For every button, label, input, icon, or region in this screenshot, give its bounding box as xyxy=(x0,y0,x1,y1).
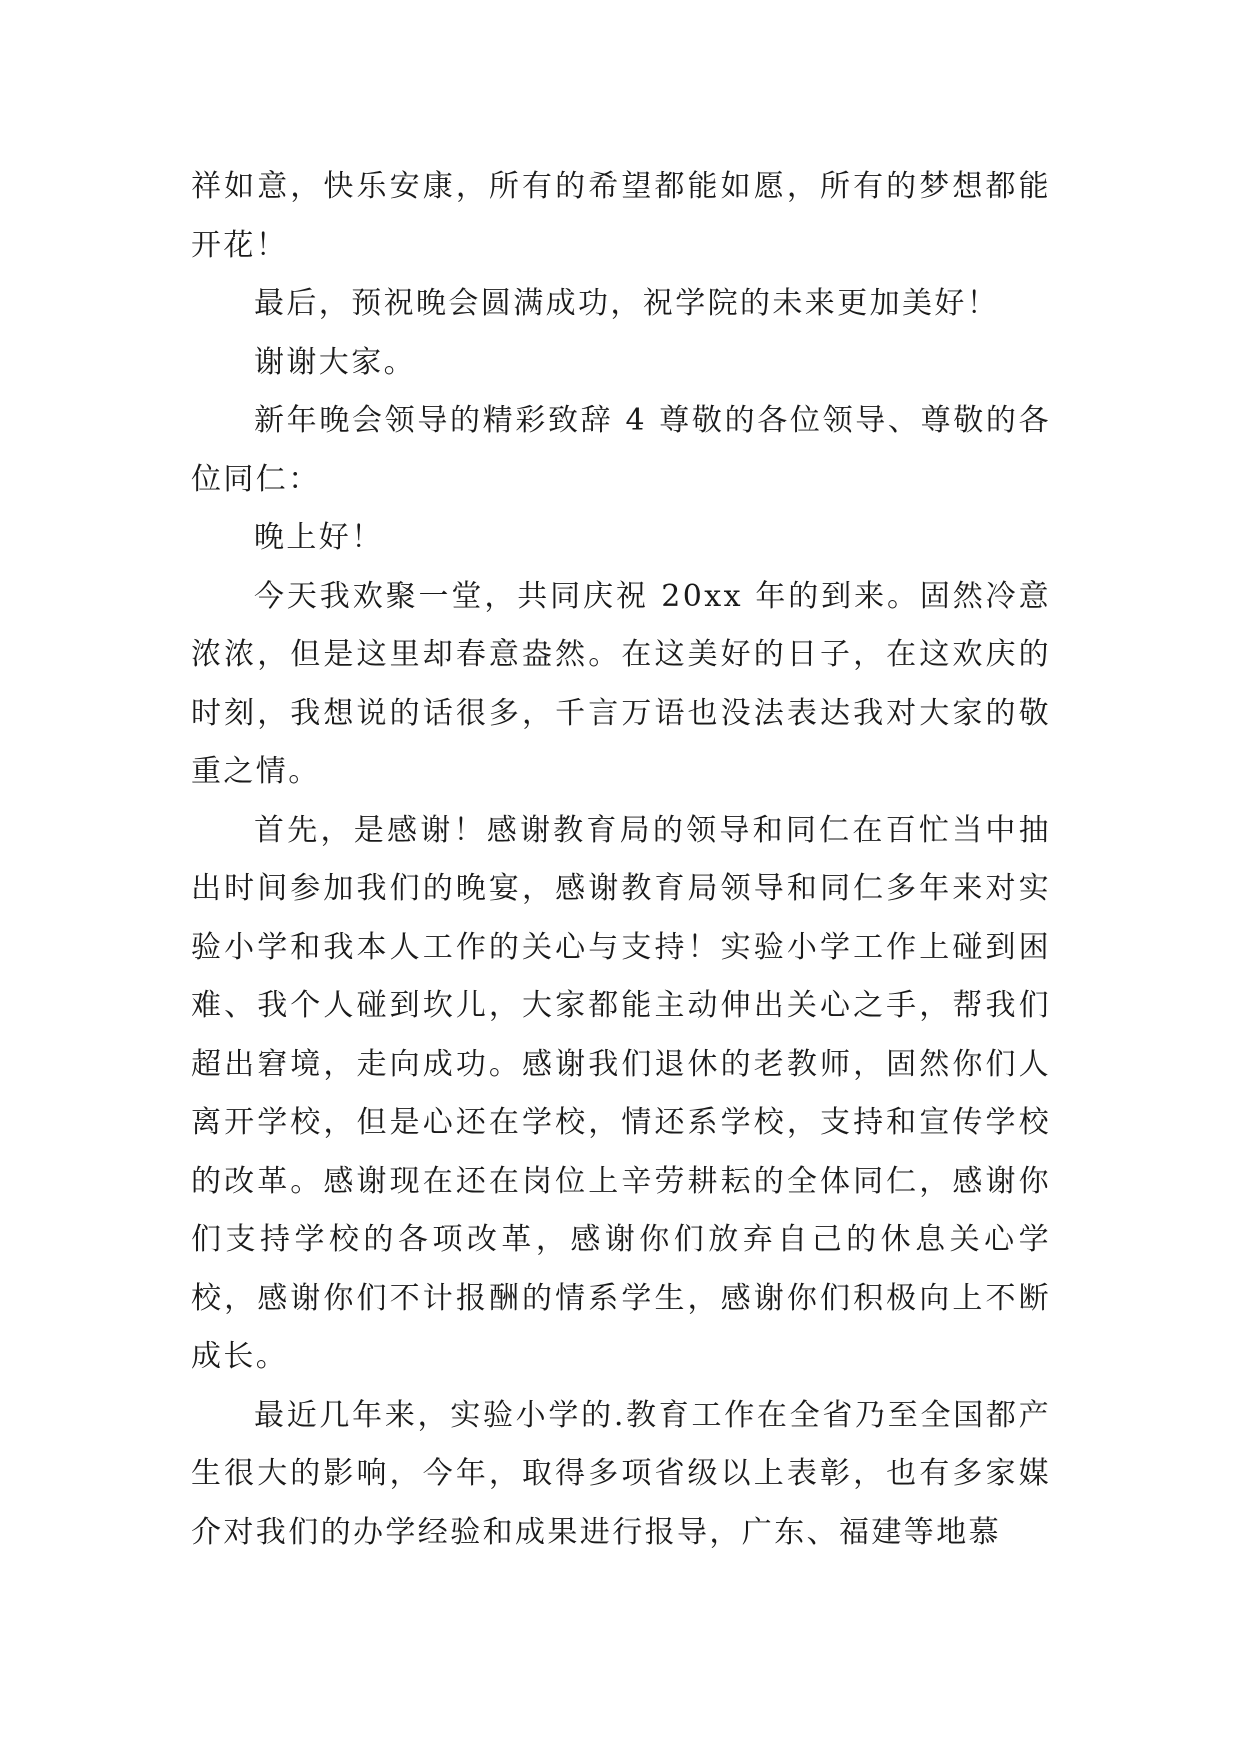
paragraph-8: 最近几年来，实验小学的.教育工作在全省乃至全国都产生很大的影响，今年，取得多项省级以上表彰，也有多家媒介对我们的办学经验和成果进行报导，广东、福建等地慕 xyxy=(191,1397,1051,1550)
paragraph-7: 首先，是感谢！感谢教育局的领导和同仁在百忙当中抽出时间参加我们的晚宴，感谢教育局领导和同仁多年来对实验小学和我本人工作的关心与支持！实验小学工作上碰到困难、我个人碰到坎儿，大家都能主动伸出关心之手，帮我们超出窘境，走向成功。感谢我们退休的老教师，固然你们人离开学校，但是心还在学校，情还系学校，支持和宣传学校的改革。感谢现在还在岗位上辛劳耕耘的全体同仁，感谢你们支持学校的各项改革，感谢你们放弃自己的休息关心学校，感谢你们不计报酬的情系学生，感谢你们积极向上不断成长。 xyxy=(191,812,1051,1374)
paragraph-6: 今天我欢聚一堂，共同庆祝 20xx 年的到来。固然冷意浓浓，但是这里却春意盎然。在这美好的日子，在这欢庆的时刻，我想说的话很多，千言万语也没法表达我对大家的敬重之情。 xyxy=(191,578,1051,789)
paragraph-3: 谢谢大家。 xyxy=(254,344,416,380)
paragraph-4: 新年晚会领导的精彩致辞 4 尊敬的各位领导、尊敬的各位同仁： xyxy=(191,403,1051,497)
paragraph-2: 最后，预祝晚会圆满成功，祝学院的未来更加美好！ xyxy=(254,286,1000,321)
paragraph-5: 晚上好！ xyxy=(254,520,384,555)
document-body xyxy=(191,158,1051,1562)
paragraph-1: 祥如意，快乐安康，所有的希望都能如愿，所有的梦想都能开花！ xyxy=(191,169,1051,263)
